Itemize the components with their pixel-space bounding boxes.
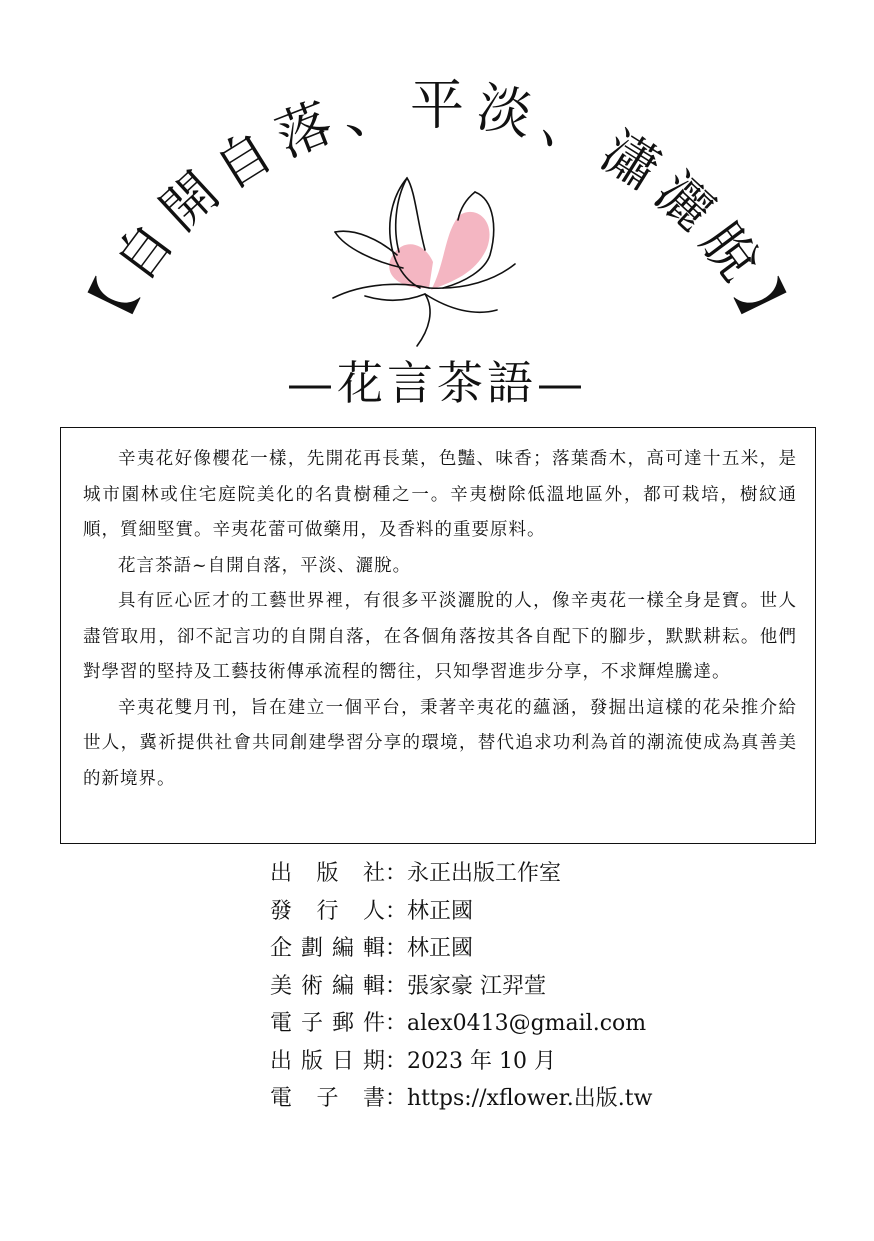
credit-value: 張家豪 江羿萱 xyxy=(407,973,547,999)
title-char: 【 xyxy=(68,271,150,349)
title-char: 淡 xyxy=(472,75,537,148)
credit-label: 出版日期 xyxy=(270,1048,385,1074)
credit-label: 電子郵件 xyxy=(270,1011,385,1036)
credit-label: 出版社 xyxy=(270,861,385,886)
title-char: 開 xyxy=(148,160,231,244)
intro-paragraph-2: 花言茶語~自開自落，平淡、灑脫。 xyxy=(118,555,412,576)
heart-right-petal xyxy=(431,212,490,290)
title-char: 落 xyxy=(267,90,341,170)
credit-art-editor: 美術編輯：張家豪 江羿萱 xyxy=(270,968,870,1006)
title-char: 自 xyxy=(204,119,284,202)
page-subtitle: —花言茶語— xyxy=(287,356,587,410)
credit-publish-date: 出版日期：2023 年 10 月 xyxy=(270,1043,870,1081)
title-char: 平 xyxy=(410,73,464,137)
credit-issuer: 發行人：林正國 xyxy=(270,893,870,931)
credit-label: 電子書 xyxy=(270,1086,385,1111)
title-char: 、 xyxy=(533,90,607,170)
credit-value: 林正國 xyxy=(407,898,474,924)
credit-email-value[interactable]: alex0413@gmail.com xyxy=(407,1011,647,1036)
credit-label: 美術編輯 xyxy=(270,973,385,999)
credit-value: 永正出版工作室 xyxy=(407,861,562,886)
title-char: 瀟 xyxy=(590,119,670,202)
intro-paragraph-1: 辛夷花好像櫻花一樣，先開花再長葉，色豔、味香；落葉喬木，高可達十五米，是城市園林或住宅庭院美化的名貴樹種之一。辛夷樹除低溫地區外，都可栽培，樹紋通順，質細堅實。辛夷花蕾可做藥用，及香料的重要原料。 xyxy=(83,449,797,540)
magnolia-flower-heart-icon xyxy=(325,170,525,350)
credit-label: 發行人 xyxy=(270,898,385,924)
credit-value: 林正國 xyxy=(407,936,474,961)
credit-label: 企劃編輯 xyxy=(270,936,385,961)
title-char: 、 xyxy=(337,75,402,148)
intro-paragraph-3: 具有匠心匠才的工藝世界裡，有很多平淡灑脫的人，像辛夷花一樣全身是寶。世人盡管取用，卻不記言功的自開自落，在各個角落按其各自配下的腳步，默默耕耘。他們對學習的堅持及工藝技術傳承流程的嚮往，只知學習進步分享，不求輝煌騰達。 xyxy=(83,591,797,682)
title-char: 自 xyxy=(102,211,186,293)
credit-ebook: 電子書：https://xflower.出版.tw xyxy=(270,1080,870,1118)
publication-credits xyxy=(270,855,870,1118)
credit-ebook-link[interactable]: https://xflower.出版.tw xyxy=(407,1086,653,1111)
intro-paragraph-4: 辛夷花雙月刊，旨在建立一個平台，秉著辛夷花的蘊涵，發掘出這樣的花朵推介給世人，冀祈提供社會共同創建學習分享的環境，替代追求功利為首的潮流使成為真善美的新境界。 xyxy=(83,697,797,789)
title-char: 脫 xyxy=(688,211,772,293)
credit-planning-editor: 企劃編輯：林正國 xyxy=(270,930,870,968)
title-char: 】 xyxy=(724,271,806,349)
intro-box xyxy=(60,427,816,844)
credit-value: 2023 年 10 月 xyxy=(407,1048,556,1074)
credit-email: 電子郵件：alex0413@gmail.com xyxy=(270,1005,870,1043)
credit-publisher: 出版社：永正出版工作室 xyxy=(270,855,870,893)
title-char: 灑 xyxy=(643,160,726,244)
